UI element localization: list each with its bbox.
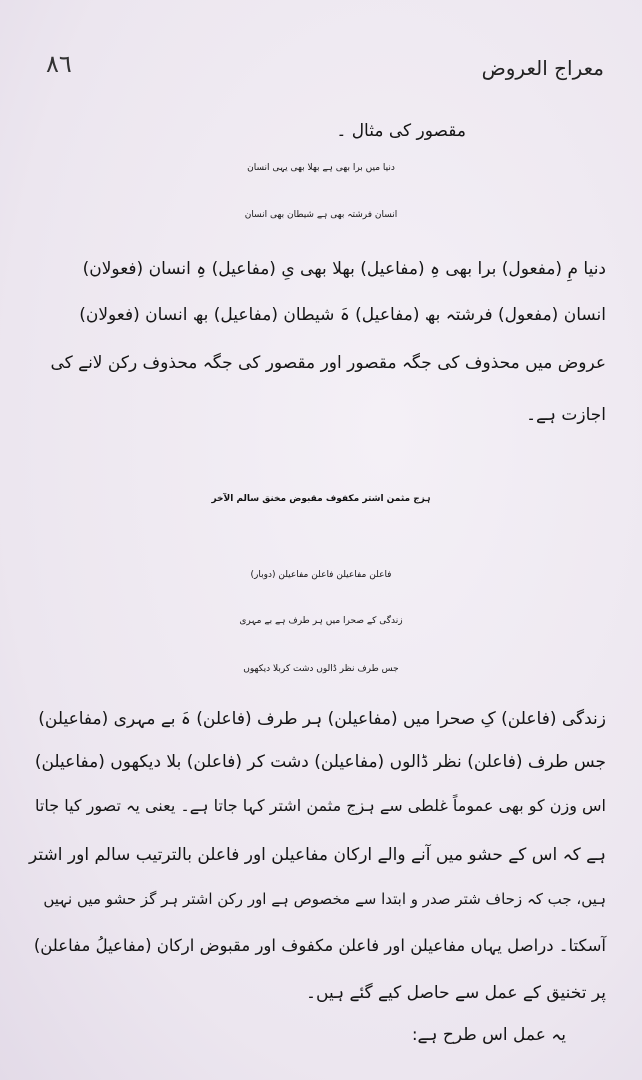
- paragraph-line: ہے کہ اس کے حشو میں آنے والے ارکان مفاعیلن اور فاعلن بالترتیب سالم اور اشتر: [29, 845, 606, 865]
- scansion-line: زندگی (فاعلن) کِ صحرا میں (مفاعیلن) ہر طرف (فاعلن) ہَ بے مہری (مفاعیلن): [38, 709, 606, 729]
- scansion-line: انسان (مفعول) فرشتہ بھ (مفاعیل) ہَ شیطان (مفاعیل) بھ انسان (فعولان): [79, 305, 606, 325]
- paragraph-line: آسکتا۔ دراصل یہاں مفاعیلن اور فاعلن مکفوف اور مقبوض ارکان (مفاعیلُ مفاعلن): [33, 936, 606, 955]
- meter-pattern: فاعلن مفاعیلن فاعلن مفاعیلن (دوبار): [250, 570, 392, 580]
- paragraph-line: اجازت ہے۔: [526, 405, 606, 425]
- scansion-line: دنیا مِ (مفعول) برا بھی ہِ (مفاعیل) بھلا بھی یِ (مفاعیل) ہِ انسان (فعولان): [82, 259, 606, 279]
- verse-line: دنیا میں برا بھی ہے بھلا بھی یہی انسان: [247, 163, 395, 173]
- section-label: مقصور کی مثال ۔: [336, 121, 466, 141]
- running-title: معراج العروض: [481, 56, 604, 80]
- paragraph-line: یہ عمل اس طرح ہے:: [411, 1025, 566, 1045]
- verse-line: زندگی کے صحرا میں ہر طرف ہے بے مہری: [239, 616, 403, 626]
- verse-line: انسان فرشتہ بھی ہے شیطان بھی انسان: [244, 210, 398, 220]
- paragraph-line: عروض میں محذوف کی جگہ مقصور اور مقصور کی جگہ محذوف رکن لانے کی: [50, 353, 606, 373]
- paragraph-line: ہیں، جب کہ زحاف شتر صدر و ابتدا سے مخصوص ہے اور رکن اشتر ہر گز حشو میں نہیں: [43, 890, 606, 908]
- paragraph-line: پر تخنیق کے عمل سے حاصل کیے گئے ہیں۔: [306, 983, 606, 1003]
- page-number: ٨٦: [46, 50, 72, 78]
- scansion-line: جس طرف (فاعلن) نظر ڈالوں (مفاعیلن) دشت کر (فاعلن) بلا دیکھوں (مفاعیلن): [34, 752, 606, 772]
- verse-line: جس طرف نظر ڈالوں دشت کربلا دیکھوں: [243, 664, 399, 674]
- paragraph-line: اس وزن کو بھی عموماً غلطی سے ہزج مثمن اشتر کہا جاتا ہے۔ یعنی یہ تصور کیا جاتا: [35, 796, 606, 815]
- section-heading: ہزج مثمن اشتر مکفوف مقبوض مخنق سالم الآخر: [211, 494, 431, 504]
